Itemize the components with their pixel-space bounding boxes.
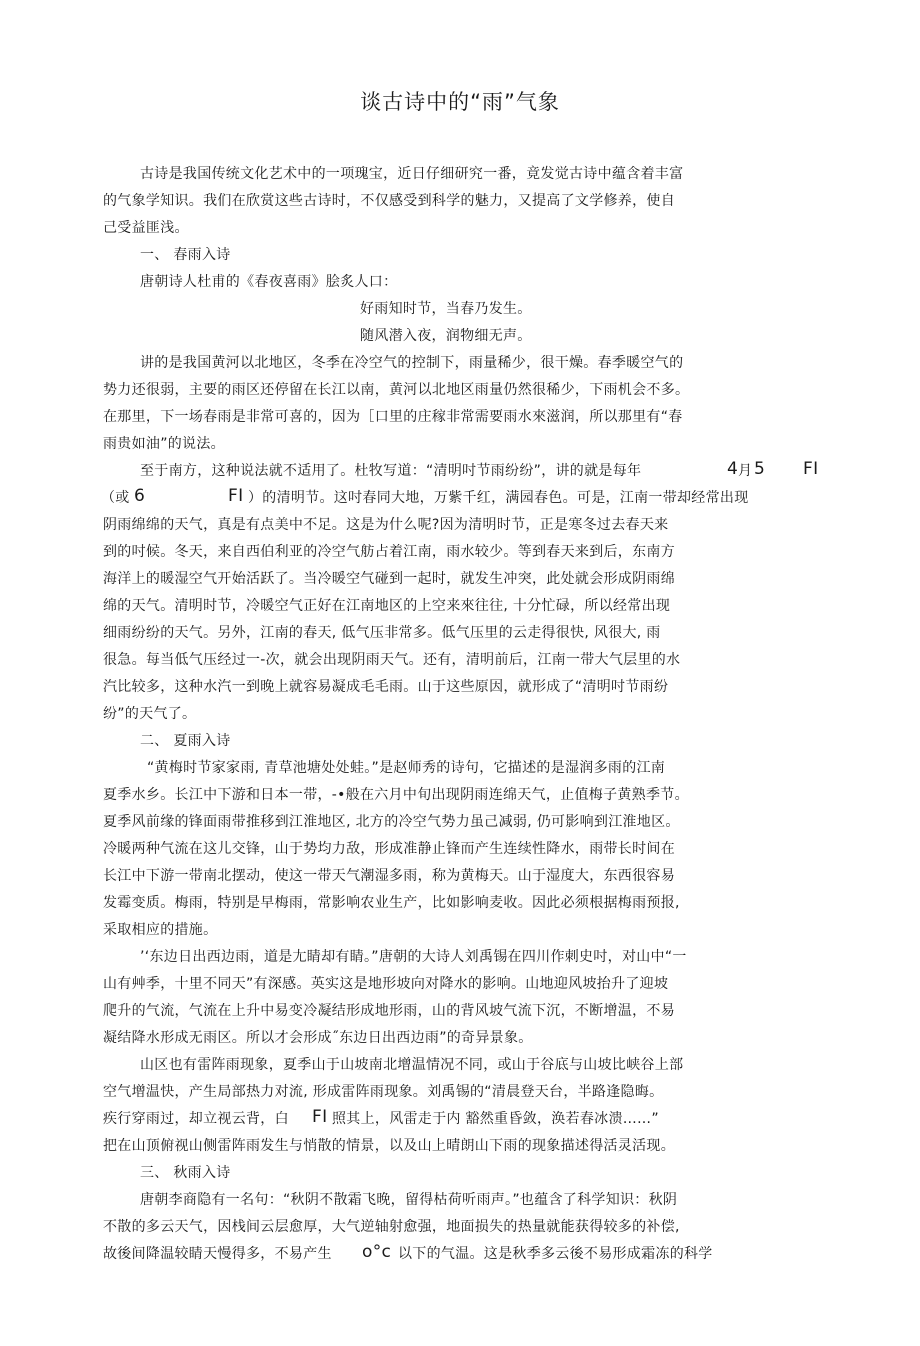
text-line: 采取相应的措施。 [103,922,218,938]
poem-line: 随风潜入夜，润物细无声。 [360,328,532,344]
text-line: 把在山顶俯视山侧雷阵雨发生与悄散的情景，以及山上晴朗山下雨的现象描述得活灵活现。 [103,1138,675,1154]
text-line: 不散的多云天气，因栈间云层愈厚，大气逆轴射愈强，地面损失的热量就能获得较多的补偿, [103,1219,680,1235]
text-line: 很急。每当低气压经过一-次，就会出现阴雨天气。还有，清明前后，江南一带大气层里的水 [103,652,681,668]
poem-line: 好雨知时节，当春乃发生。 [360,301,532,317]
text-line: 雨贵如油”的说法。 [103,436,225,452]
text-line: 己受益匪浅。 [103,220,189,236]
section-heading: 三、 秋雨入诗 [140,1165,231,1181]
text-line: 爬升的气流，气流在上升中易变冷凝结形成地形雨，山的背风坡气流下沉，不断增温，不易 [103,1003,675,1019]
text-line: 汽比较多，这种水汽一到晚上就容易凝成毛毛雨。山于这些原因，就形成了“清明吋节雨纷 [103,679,669,695]
text-line: 绵的天气。清明时节，冷暖空气正好在江南地区的上空来來往往, 十分忙碌，所以经常出现 [103,598,671,614]
text-line: 纷”的天气了。 [103,706,197,722]
text-line: 的气象学知识。我们在欣赏这些古诗时，不仅感受到科学的魅力，又提高了文学修养，使自 [103,193,675,209]
document-title: 谈古诗中的“雨”气象 [360,90,560,114]
text-line: 冷暖两种气流在这儿交锋，山于势均力敌，形成准静止锋而产生连续性降水，雨带长时间在 [103,841,675,857]
text-fragment: 6 [134,486,146,506]
text-line: 至于南方，这种说法就不适用了。杜牧写道：“清明吋节雨纷纷”，讲的就是每年 [140,463,642,479]
text-line: 海洋上的暖湿空气开始活跃了。当冷暖空气碰到一起时，就发生冲突，此处就会形成阴雨绵 [103,571,675,587]
text-fragment: 以下的气温。这是秋季多云後不易形成霜冻的科学 [398,1246,713,1262]
text-line: 讲的是我国黄河以北地区，冬季在冷空气的控制下，雨量稀少，很干燥。春季暖空气的 [140,355,684,371]
section-heading: 一、 春雨入诗 [140,247,231,263]
text-fragment: 月 [738,463,753,479]
text-line: 到的吋候。冬天，来自西伯利亚的冷空气舫占着江南，雨水较少。等到春天来到后，东南方 [103,544,675,560]
text-line: 发霉变质。梅雨，特别是早梅雨，常影响农业生产，比如影响麦收。因此必须根据梅雨预报, [103,895,680,911]
text-line: 阴雨绵绵的天气，真是有点美中不足。这是为什么呢?因为清明时节，正是寒冬过去春天来 [103,517,669,533]
text-line: 长江中下游一带南北摆动，使这一带天气潮湿多雨，称为黄梅天。山于湿度大，东西很容易 [103,868,675,884]
text-line: 凝结降水形成无雨区。所以才会形成˝东边日出西边雨”的奇异景象。 [103,1030,533,1046]
text-fragment: 5 [754,459,766,479]
text-fragment: ）的清明节。这吋春同大地，万紫千红，满园春色。可是，江南一带却经常出现 [248,490,749,506]
text-fragment: 照其上，风雷走于内 豁然重昏敛，涣若春冰溃……” [332,1111,659,1127]
section-heading: 二、 夏雨入诗 [140,733,231,749]
text-fragment: FI [803,459,819,479]
text-line: 夏季风前缘的锋面雨带推移到江淮地区, 北方的冷空气势力虽己减弱, 仍可影响到江淮地区。 [103,814,680,830]
text-fragment: 4 [727,459,739,479]
text-line: 唐朝诗人杜甫的《春夜喜雨》脍炙人口： [140,274,398,290]
text-fragment: 疾行穿雨过，却立视云背，白 [103,1111,289,1127]
text-fragment: FI [228,486,244,506]
text-line: 唐朝李商隐有一名句：“秋阴不散霜飞晚，留得枯荷听雨声。”也蕴含了科学知识：秋阴 [140,1192,678,1208]
text-line: “黄梅时节家家雨, 青草池塘处处蛙。”是赵师秀的诗句，它描述的是湿润多雨的江南 [147,760,666,776]
text-fragment: （或 [101,490,130,506]
text-fragment: FI [312,1107,328,1127]
text-fragment: 故後间降温较睛天慢得多，不易产生 [103,1246,332,1262]
text-line: 在那里，下一场春雨是非常可喜的，因为［口里的庄稼非常需要雨水來滋润，所以那里有“春 [103,409,683,425]
text-line: 山有艸季，十里不同天”有深感。英实这是地形坡向对降水的影响。山地迎风坡抬升了迎坡 [103,976,669,992]
text-line: 古诗是我国传统文化艺术中的一项瑰宝，近日仔细研究一番，竟发觉古诗中蕴含着丰富 [140,166,684,182]
text-line: 山区也有雷阵雨现象，夏季山于山坡南北增温情况不同，或山于谷底与山坡比峡谷上部 [140,1057,684,1073]
text-line: ’‘东边日出西边雨，道是尢睛却有睛。”唐朝的大诗人刘禹锡在四川作刺史吋，对山中“一 [140,949,687,965]
text-line: 夏季水乡。长江中下游和日本一带，-•般在六月中旬出现阴雨连绵天气，止值梅子黄熟季节。 [103,787,689,803]
text-fragment: o°c [362,1242,392,1262]
text-line: 势力还很弱，主要的雨区还停留在长江以南，黄河以北地区雨量仍然很稀少，下雨机会不多。 [103,382,690,398]
text-line: 空气增温快，产生局部热力对流, 形成雷阵雨现象。刘禹锡的“清晨登天台，半路逢隐晦。 [103,1084,664,1100]
text-line: 细雨纷纷的天气。另外，江南的春天, 低气压非常多。低气压里的云走得很快, 风很大, 雨 [103,625,661,641]
